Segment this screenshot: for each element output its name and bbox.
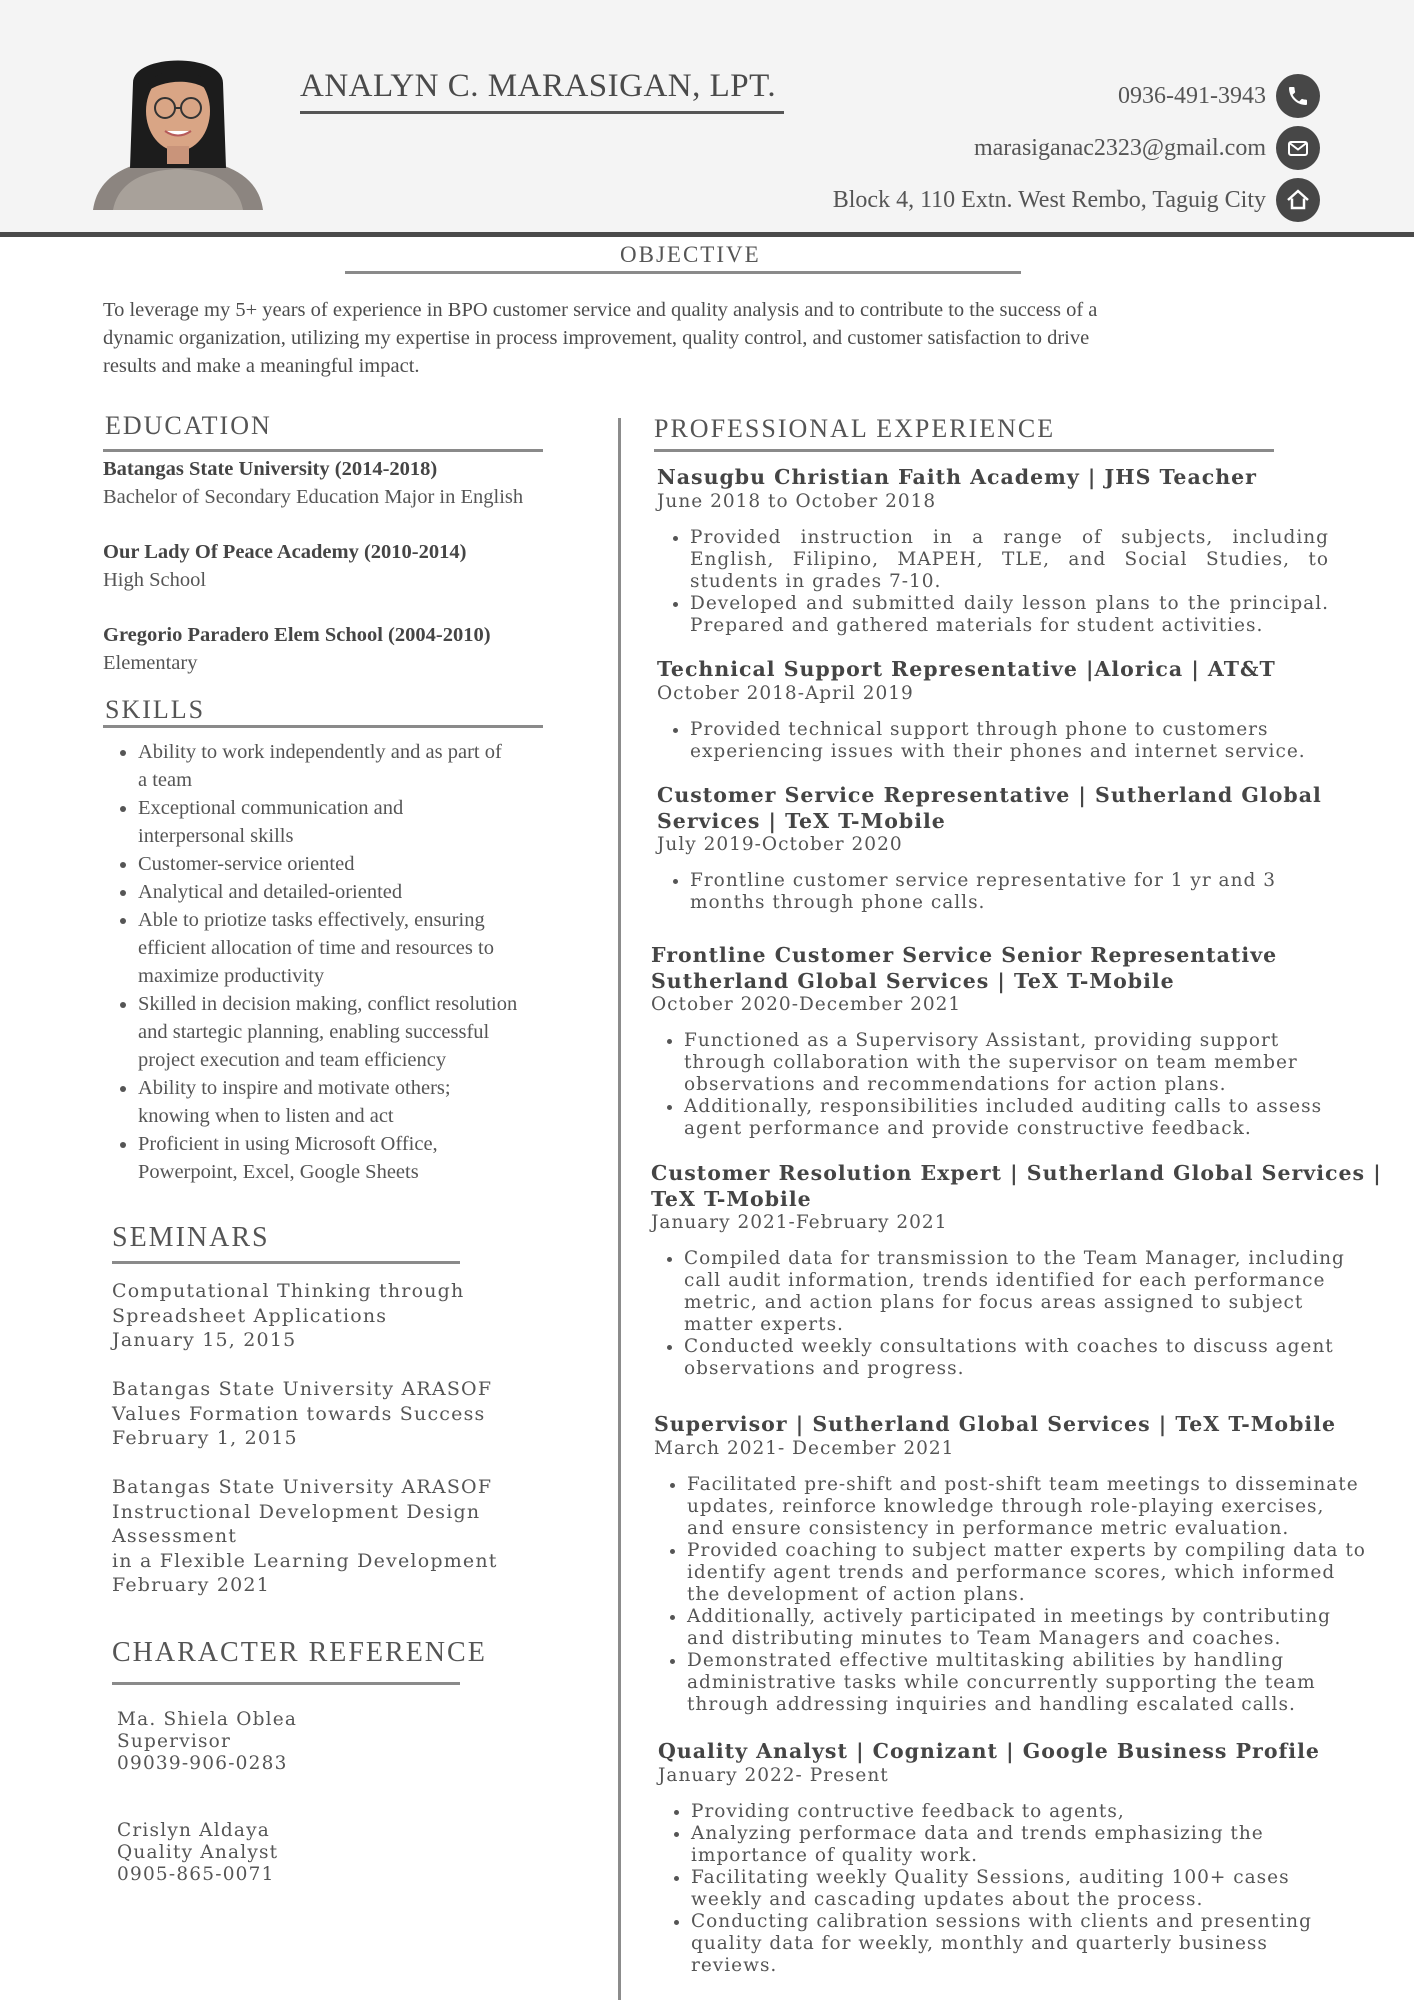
job-title: Customer Service Representative | Sutherland Global — [657, 783, 1322, 807]
seminar-line: Spreadsheet Applications — [112, 1304, 388, 1327]
school-name: Gregorio Paradero Elem School (2004-2010) — [103, 624, 491, 646]
bullet-line: agent performance and provide constructive feedback. — [684, 1118, 1252, 1139]
skill-item — [138, 990, 628, 1074]
skill-item — [138, 878, 628, 906]
reference-line: Supervisor — [117, 1731, 232, 1752]
seminar-line: January 15, 2015 — [112, 1329, 297, 1351]
job-bullet — [690, 870, 1322, 914]
skill-item — [138, 794, 628, 850]
job-title: Frontline Customer Service Senior Representative — [651, 943, 1278, 967]
job-title: Supervisor | Sutherland Global Services | TeX T-Mobile — [654, 1412, 1337, 1436]
seminar-line: February 2021 — [112, 1574, 271, 1596]
job-bullets — [657, 870, 1322, 914]
job-title: Customer Resolution Expert | Sutherland Global Services | — [651, 1161, 1382, 1185]
job-entry — [651, 943, 1322, 1140]
skill-line: project execution and team efficiency — [138, 1049, 447, 1071]
skill-line: • Skilled in decision making, conflict resolution — [138, 993, 518, 1015]
job-bullet — [691, 1823, 1320, 1867]
phone-number: 0936-491-3943 — [1118, 82, 1266, 109]
job-bullets — [657, 527, 1329, 637]
bullet-line: • Additionally, responsibilities included auditing calls to assess — [684, 1096, 1323, 1117]
job-bullet — [691, 1911, 1320, 1977]
reference-item — [117, 1820, 278, 1886]
skill-line: • Exceptional communication and — [138, 797, 404, 819]
job-bullets — [657, 719, 1306, 763]
contact-phone — [1118, 74, 1320, 118]
contact-email — [974, 126, 1320, 170]
skill-line: interpersonal skills — [138, 825, 294, 847]
job-bullet — [691, 1801, 1320, 1823]
skill-item — [138, 1130, 628, 1186]
skill-item — [138, 850, 628, 878]
skill-item — [138, 1074, 628, 1130]
bullet-line: through collaboration with the supervisor on team member — [684, 1052, 1298, 1073]
bullet-line: weekly and cascading updates about the process. — [691, 1888, 1204, 1910]
skill-item — [138, 738, 628, 794]
education-item — [103, 455, 523, 511]
header — [0, 0, 1414, 237]
job-title: Technical Support Representative |Alorica | AT&T — [657, 657, 1276, 681]
job-date: January 2022- Present — [658, 1764, 889, 1786]
seminar-line: February 1, 2015 — [112, 1427, 298, 1449]
bullet-line: months through phone calls. — [690, 892, 986, 913]
profile-photo — [93, 48, 263, 210]
bullet-line: • Providing contructive feedback to agents, — [691, 1800, 1125, 1822]
education-item — [103, 538, 466, 594]
bullet-line: observations and progress. — [684, 1358, 965, 1379]
job-bullet — [687, 1474, 1366, 1540]
job-date: October 2020-December 2021 — [651, 994, 962, 1015]
bullet-line: • Provided coaching to subject matter experts by compiling data to — [687, 1539, 1366, 1561]
bullet-line: importance of quality work. — [691, 1844, 979, 1866]
job-title: Services | TeX T-Mobile — [657, 808, 946, 833]
seminar-line: in a Flexible Learning Development — [112, 1549, 498, 1572]
job-bullet — [687, 1606, 1366, 1650]
seminar-line: Values Formation towards Success — [112, 1402, 486, 1425]
job-title: Sutherland Global Services | TeX T-Mobile — [651, 968, 1175, 993]
bullet-line: through addressing inquiries and handling escalated calls. — [687, 1693, 1296, 1715]
seminar-line: Instructional Development Design — [112, 1500, 481, 1523]
bullet-line: administrative tasks while concurrently supporting the team — [687, 1671, 1316, 1693]
seminar-item — [112, 1279, 464, 1353]
job-title: TeX T-Mobile — [651, 1186, 812, 1211]
email-address: marasiganac2323@gmail.com — [973, 134, 1266, 161]
job-entry — [657, 657, 1306, 763]
column-divider — [618, 418, 621, 2000]
skill-line: • Able to priotize tasks effectively, ensuring — [138, 909, 485, 931]
bullet-line: • Frontline customer service representative for 1 yr and 3 — [690, 870, 1276, 891]
objective-text — [103, 296, 1323, 380]
skill-line: • Customer-service oriented — [138, 853, 355, 875]
job-bullet — [684, 1336, 1382, 1380]
bullet-line: • Compiled data for transmission to the Team Manager, including — [684, 1248, 1345, 1269]
bullet-line: call audit information, trends identified for each performance — [684, 1270, 1326, 1291]
objective-title: OBJECTIVE — [620, 242, 761, 267]
experience-title: PROFESSIONAL EXPERIENCE — [654, 414, 1056, 443]
job-bullets — [651, 1248, 1382, 1380]
school-name: Batangas State University (2014-2018) — [103, 458, 438, 480]
job-bullets — [651, 1030, 1322, 1140]
name-underline — [300, 111, 784, 114]
degree: Bachelor of Secondary Education Major in English — [103, 486, 524, 508]
job-bullets — [654, 1474, 1366, 1716]
seminar-item — [112, 1475, 498, 1598]
reference-line: 09039-906-0283 — [117, 1753, 288, 1774]
job-date: October 2018-April 2019 — [657, 682, 914, 704]
seminar-line: Batangas State University ARASOF — [112, 1378, 493, 1400]
degree: High School — [103, 569, 207, 591]
job-bullet — [684, 1096, 1322, 1140]
job-entry — [658, 1739, 1320, 1977]
job-bullet — [684, 1248, 1382, 1336]
objective-line: results and make a meaningful impact. — [103, 355, 420, 377]
reference-line: Crislyn Aldaya — [117, 1820, 271, 1841]
bullet-line: • Conducted weekly consultations with coaches to discuss agent — [684, 1336, 1334, 1357]
job-title: Nasugbu Christian Faith Academy | JHS Teacher — [657, 465, 1257, 489]
job-entry — [651, 1161, 1382, 1380]
seminar-item — [112, 1377, 492, 1451]
skill-line: a team — [138, 769, 193, 791]
skill-item — [138, 906, 628, 990]
degree: Elementary — [103, 652, 198, 674]
education-rule — [103, 449, 543, 452]
candidate-name: ANALYN C. MARASIGAN, LPT. — [300, 68, 777, 104]
job-bullet — [687, 1540, 1366, 1606]
bullet-line: • Provided technical support through phone to customers — [690, 718, 1269, 740]
bullet-line: identify agent trends and performance scores, which informed — [687, 1561, 1336, 1583]
skill-line: efficient allocation of time and resources to — [138, 937, 494, 959]
reference-item — [117, 1709, 297, 1775]
reference-line: Ma. Shiela Oblea — [117, 1709, 298, 1730]
bullet-line: • Conducting calibration sessions with clients and presenting — [691, 1910, 1312, 1932]
bullet-line: observations and recommendations for action plans. — [684, 1074, 1227, 1095]
job-entry — [654, 1412, 1366, 1716]
job-date: June 2018 to October 2018 — [657, 490, 937, 512]
objective-line: dynamic organization, utilizing my expertise in process improvement, quality control, and customer satisfaction to drive — [103, 327, 1090, 349]
job-date: January 2021-February 2021 — [651, 1212, 948, 1233]
education-item — [103, 621, 491, 677]
mail-icon — [1276, 126, 1320, 170]
skill-line: knowing when to listen and act — [138, 1105, 394, 1127]
bullet-line: • Functioned as a Supervisory Assistant, providing support — [684, 1030, 1280, 1051]
bullet-line: metric, and action plans for focus areas assigned to subject — [684, 1292, 1304, 1313]
job-bullet — [684, 1030, 1322, 1096]
bullet-line: updates, reinforce knowledge through role-playing exercises, — [687, 1495, 1325, 1517]
job-bullet — [687, 1650, 1366, 1716]
bullet-line: matter experts. — [684, 1314, 844, 1335]
seminar-line: Batangas State University ARASOF — [112, 1476, 493, 1498]
objective-line: To leverage my 5+ years of experience in BPO customer service and quality analysis and to contribute to the success of a — [103, 299, 1098, 321]
skills-title: SKILLS — [105, 695, 206, 724]
reference-rule — [112, 1682, 460, 1685]
job-date: July 2019-October 2020 — [657, 834, 903, 855]
bullet-line: • Demonstrated effective multitasking abilities by handling — [687, 1649, 1285, 1671]
bullet-line: • Facilitated pre-shift and post-shift team meetings to disseminate — [687, 1473, 1359, 1495]
job-bullet: • Developed and submitted daily lesson plans to the principal. Prepared and gathered materials for student activities. — [690, 593, 1329, 637]
seminars-title: SEMINARS — [112, 1222, 270, 1253]
job-bullet: • Provided instruction in a range of subjects, including English, Filipino, MAPEH, TLE, and Social Studies, to students in grades 7-10. — [690, 527, 1329, 593]
job-title: Quality Analyst | Cognizant | Google Business Profile — [658, 1739, 1320, 1763]
bullet-line: • Analyzing performace data and trends emphasizing the — [691, 1822, 1264, 1844]
objective-rule — [345, 271, 1021, 274]
bullet-line: and ensure consistency in performance metric evaluation. — [687, 1517, 1290, 1539]
reference-title: CHARACTER REFERENCE — [112, 1637, 487, 1668]
job-bullet — [691, 1867, 1320, 1911]
reference-line: Quality Analyst — [117, 1842, 279, 1863]
job-bullet — [690, 719, 1306, 763]
home-address: Block 4, 110 Extn. West Rembo, Taguig City — [832, 186, 1266, 213]
skill-line: and startegic planning, enabling successful — [138, 1021, 490, 1043]
bullet-line: • Facilitating weekly Quality Sessions, auditing 100+ cases — [691, 1866, 1290, 1888]
job-date: March 2021- December 2021 — [654, 1437, 955, 1459]
contact-address — [833, 178, 1320, 222]
experience-rule — [654, 449, 1274, 452]
school-name: Our Lady Of Peace Academy (2010-2014) — [103, 541, 467, 563]
skills-rule — [103, 725, 543, 728]
home-icon — [1276, 178, 1320, 222]
bullet-line: • Additionally, actively participated in meetings by contributing — [687, 1605, 1331, 1627]
skill-line: • Proficient in using Microsoft Office, — [138, 1133, 438, 1155]
skill-line: Powerpoint, Excel, Google Sheets — [138, 1161, 419, 1183]
bullet-line: experiencing issues with their phones and internet service. — [690, 740, 1306, 762]
job-entry — [657, 783, 1322, 914]
skill-line: • Analytical and detailed-oriented — [138, 881, 403, 903]
bullet-line: reviews. — [691, 1954, 778, 1976]
education-title: EDUCATION — [105, 411, 272, 440]
bullet-line: and distributing minutes to Team Managers and coaches. — [687, 1627, 1282, 1649]
seminars-rule — [112, 1261, 460, 1264]
job-entry — [657, 465, 1329, 637]
reference-line: 0905-865-0071 — [117, 1864, 275, 1885]
skill-line: • Ability to work independently and as part of — [138, 741, 502, 763]
job-bullets — [658, 1801, 1320, 1977]
skills-list — [103, 738, 628, 1186]
seminar-line: Assessment — [112, 1525, 238, 1547]
bullet-line: the development of action plans. — [687, 1583, 1026, 1605]
phone-icon — [1276, 74, 1320, 118]
seminar-line: Computational Thinking through — [112, 1280, 465, 1302]
bullet-line: quality data for weekly, monthly and quarterly business — [691, 1932, 1268, 1954]
skill-line: • Ability to inspire and motivate others; — [138, 1077, 451, 1099]
skill-line: maximize productivity — [138, 965, 325, 987]
